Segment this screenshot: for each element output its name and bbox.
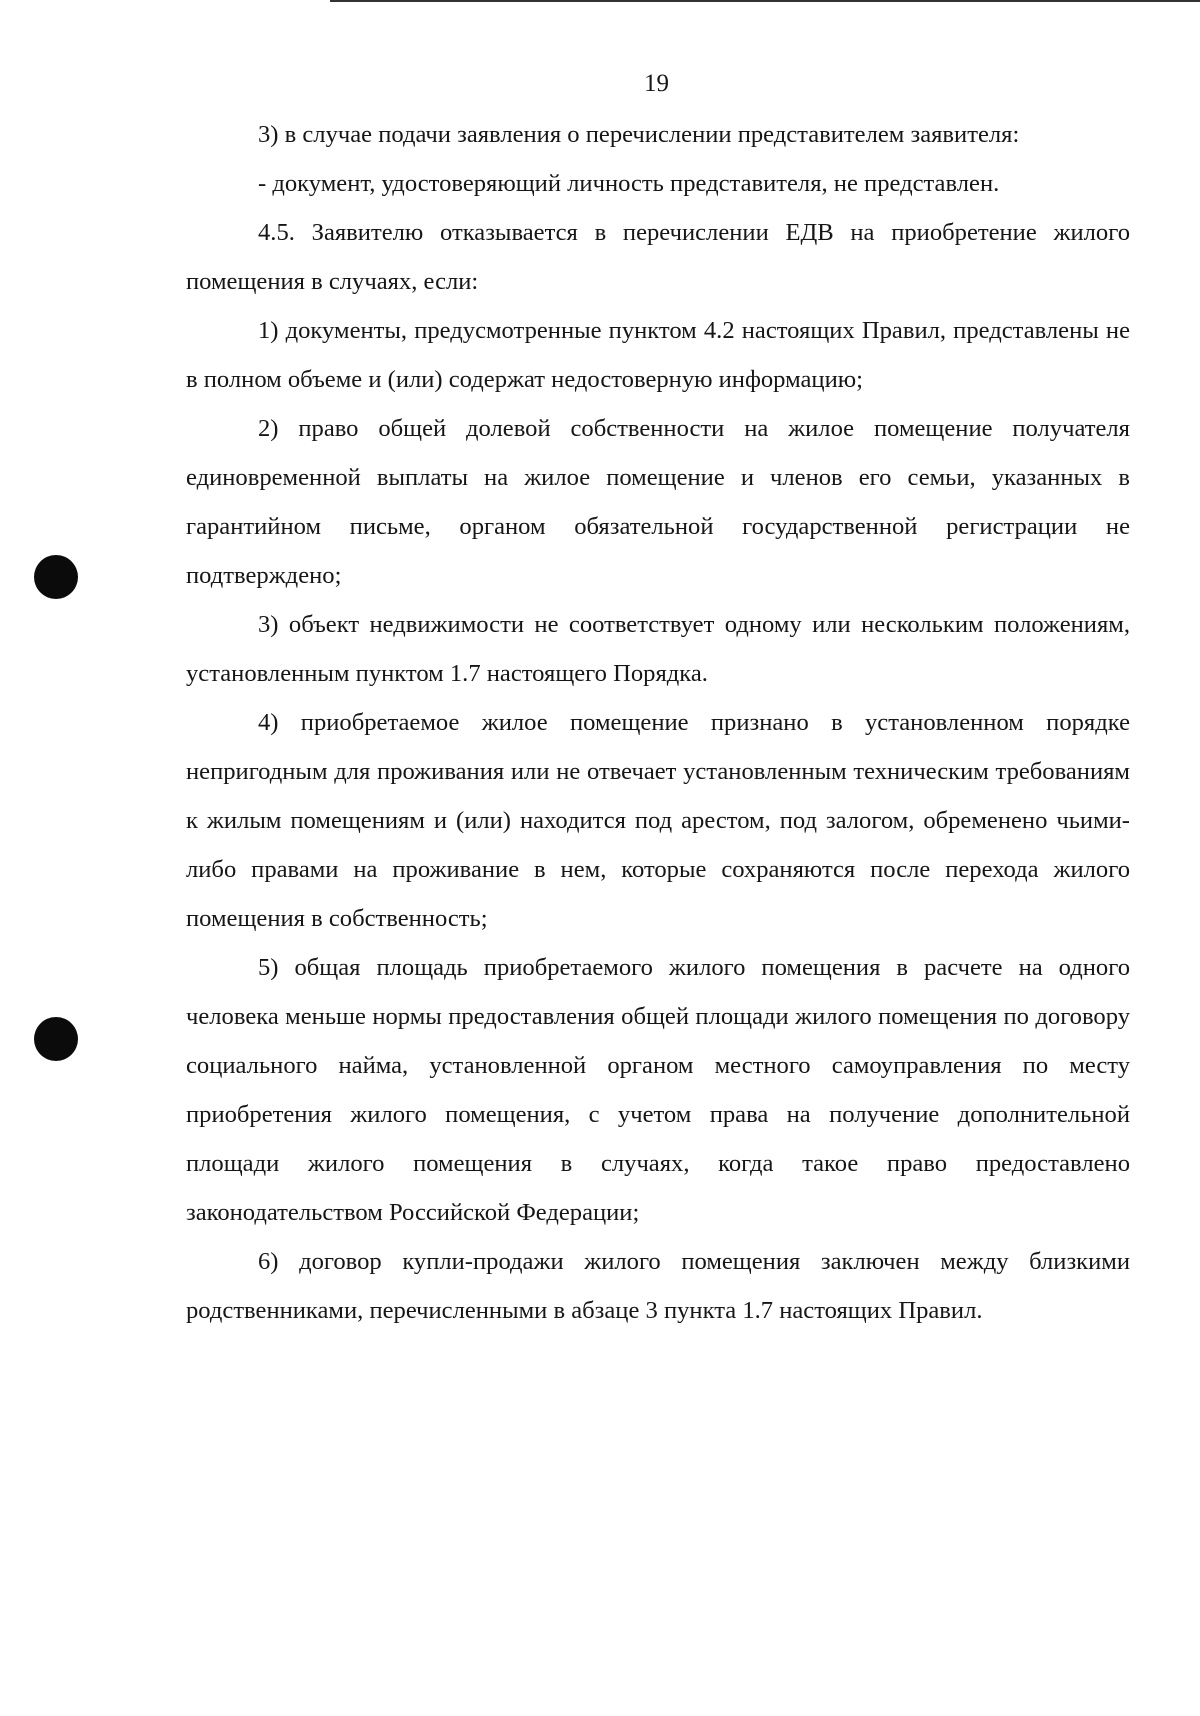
punch-hole-bottom (34, 1017, 78, 1061)
paragraph-representative-case: 3) в случае подачи заявления о перечислении представителем заявителя: (258, 121, 1020, 148)
paragraph-item-3: 3) объект недвижимости не соответствует одному или нескольким положениям, установленным пунктом 1.7 настоящего Порядка. (186, 611, 1130, 687)
document-body (186, 110, 1130, 1335)
paragraph-item-5: 5) общая площадь приобретаемого жилого помещения в расчете на одного человека меньше нормы предоставления общей площади жилого помещения по договору социального найма, установленной органом местного самоуправления по месту приобретения жилого помещения, с учетом права на получение дополнительной площади жилого помещения в случаях, когда такое право предоставлено законодательством Российской Федерации; (186, 954, 1130, 1226)
punch-hole-top (34, 555, 78, 599)
paragraph-identity-document: - документ, удостоверяющий личность представителя, не представлен. (258, 170, 1000, 197)
paragraph-item-2: 2) право общей долевой собственности на жилое помещение получателя единовременной выплаты на жилое помещение и членов его семьи, указанных в гарантийном письме, органом обязательной государственной регистрации не подтверждено; (186, 415, 1130, 589)
top-edge-rule (330, 0, 1200, 2)
paragraph-item-6: 6) договор купли-продажи жилого помещения заключен между близкими родственниками, перечисленными в абзаце 3 пункта 1.7 настоящих Правил. (186, 1248, 1130, 1324)
paragraph-section-4-5: 4.5. Заявителю отказывается в перечислении ЕДВ на приобретение жилого помещения в случаях, если: (186, 219, 1130, 295)
page-number: 19 (644, 70, 669, 97)
paragraph-item-4: 4) приобретаемое жилое помещение признано в установленном порядке непригодным для проживания или не отвечает установленным техническим требованиям к жилым помещениям и (или) находится под арестом, под залогом, обременено чьими-либо правами на проживание в нем, которые сохраняются после перехода жилого помещения в собственность; (186, 709, 1130, 932)
paragraph-item-1: 1) документы, предусмотренные пунктом 4.2 настоящих Правил, представлены не в полном объеме и (или) содержат недостоверную информацию; (186, 317, 1130, 393)
